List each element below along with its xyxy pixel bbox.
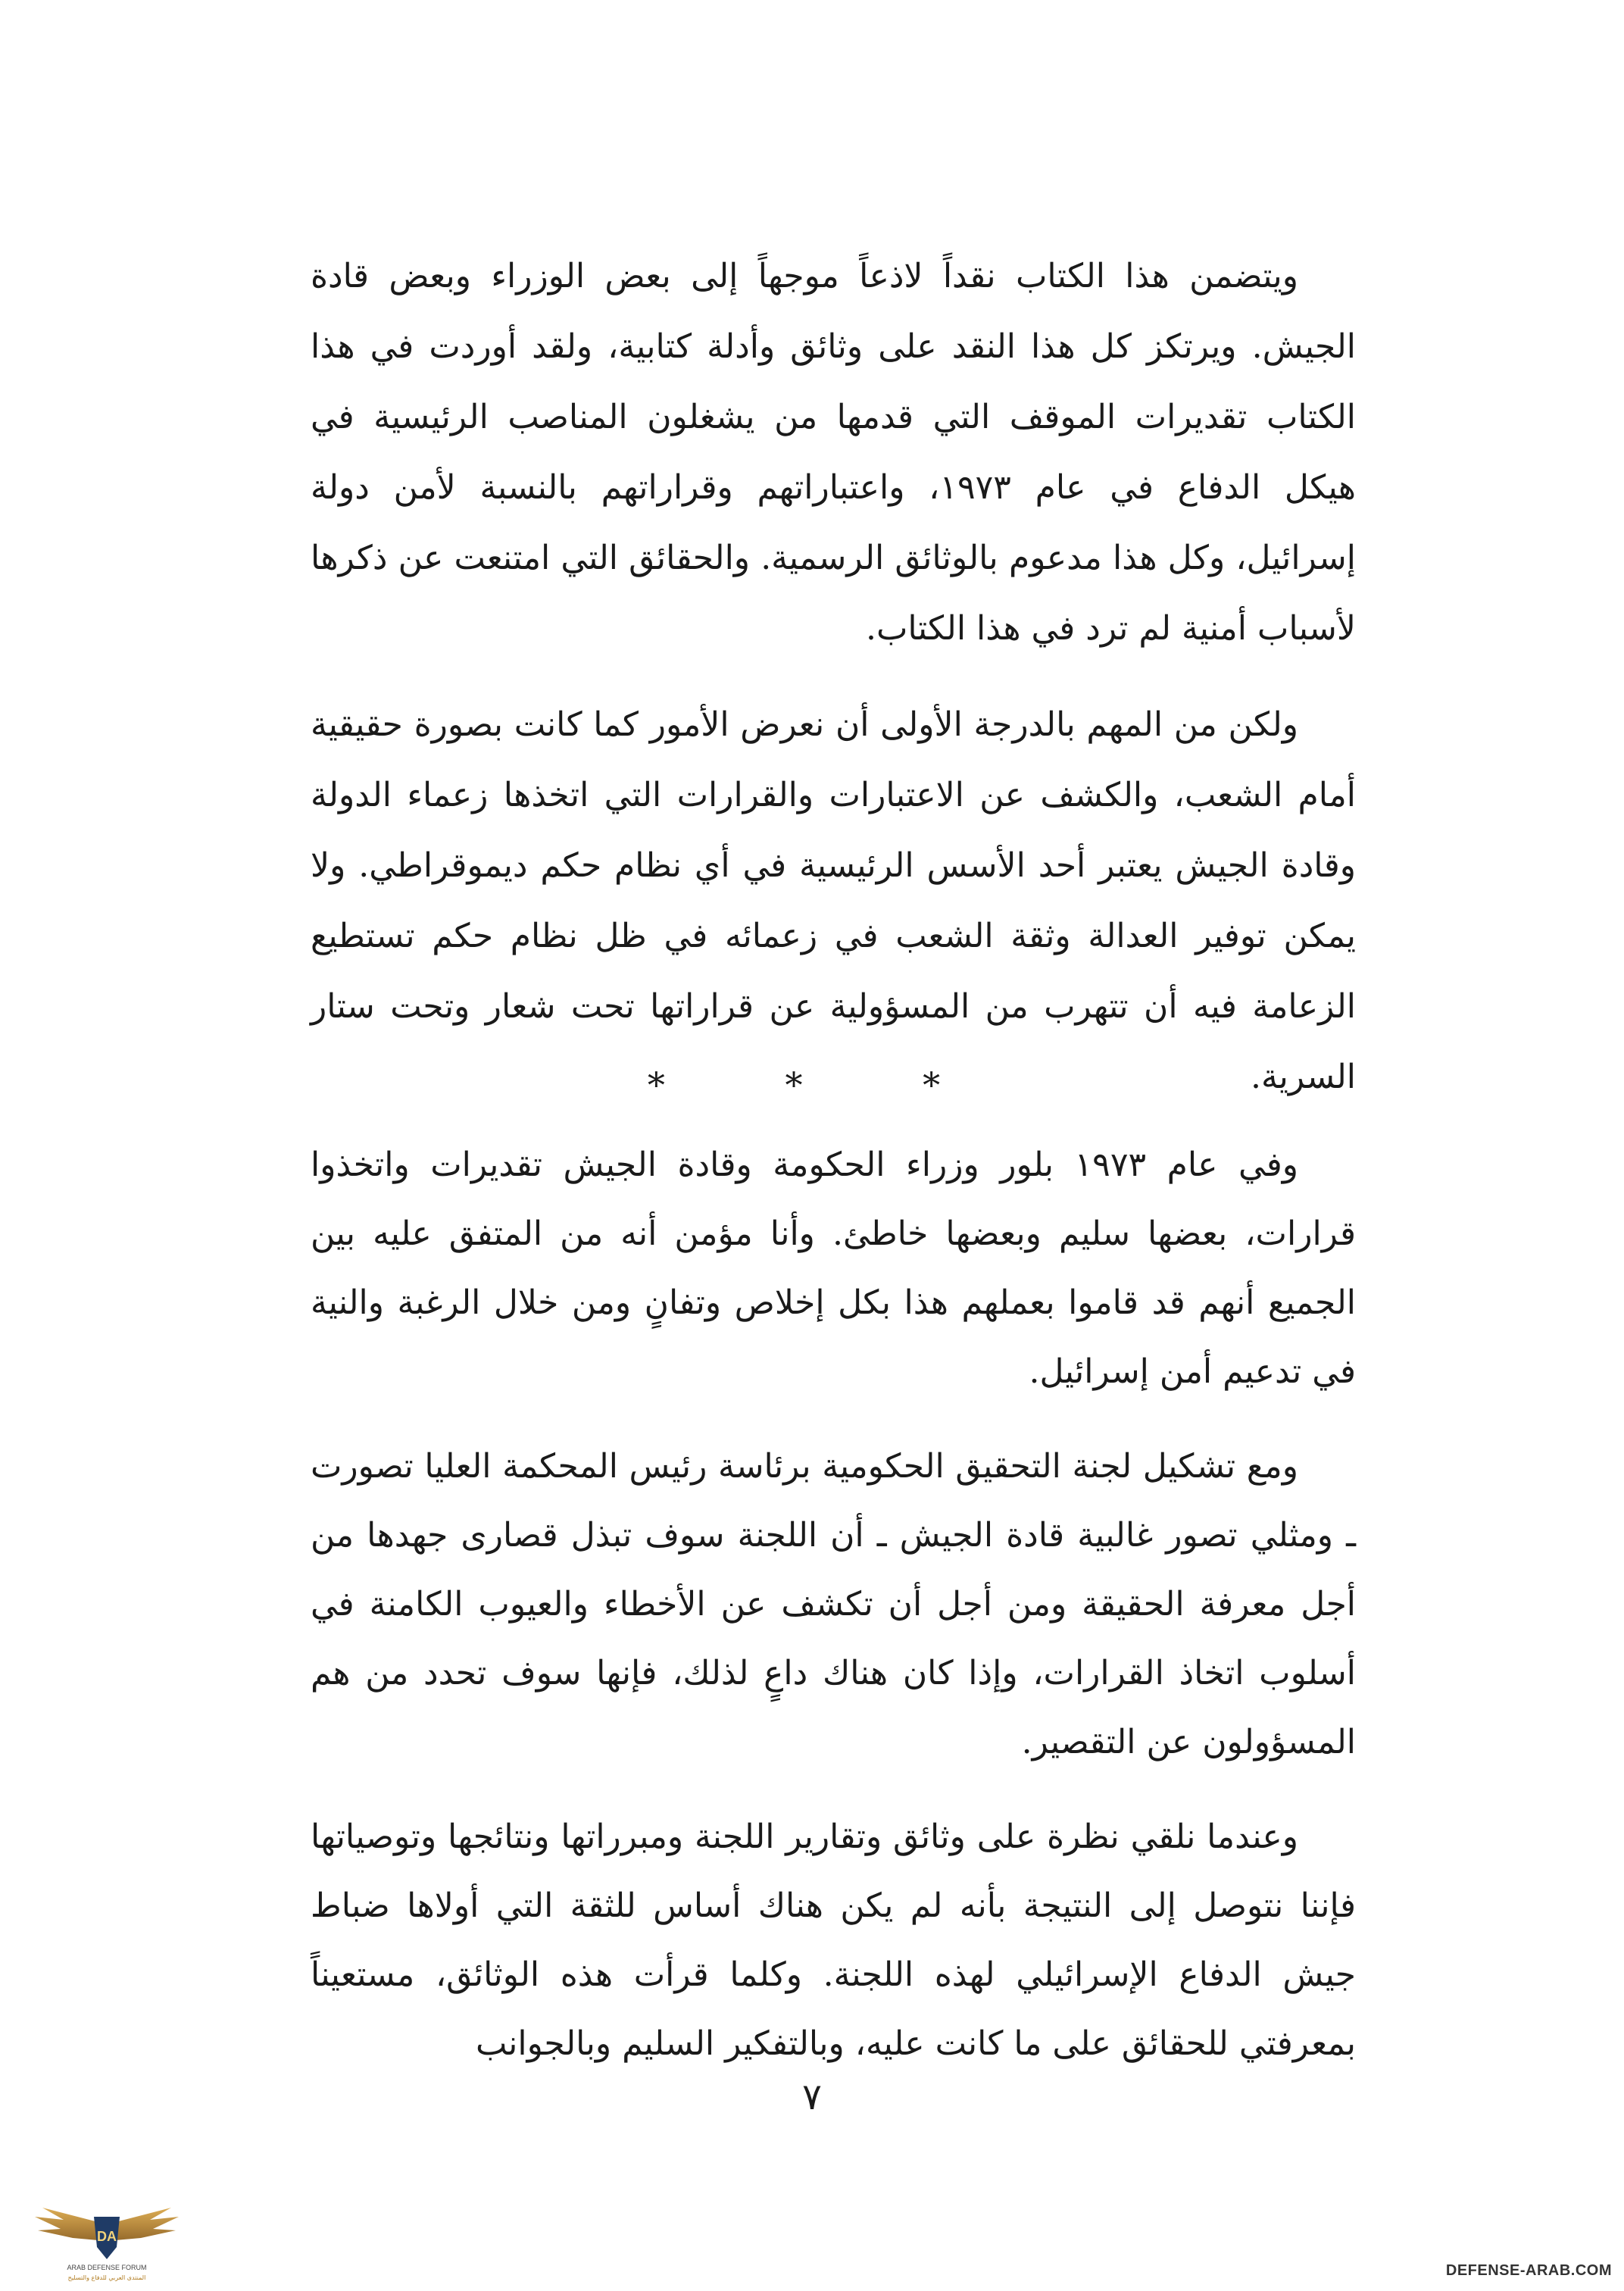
page-number: ٧ bbox=[802, 2076, 822, 2118]
separator-star-2: * bbox=[785, 1064, 839, 1105]
paragraph-1: ويتضمن هذا الكتاب نقداً لاذعاً موجهاً إلى بعض الوزراء وبعض قادة الجيش. ويرتكز كل هذا النقد على وثائق وأدلة كتابية، ولقد أوردت في هذا الكتاب تقديرات الموقف التي قدمها من يشغلون المناصب الرئيسية في هيكل الدفاع في عام ١٩٧٣، واعتباراتهم وقراراتهم بالنسبة لأمن دولة إسرائيل، وكل هذا مدعوم بالوثائق الرسمية. والحقائق التي امتنعت عن ذكرها لأسباب أمنية لم ترد في هذا الكتاب. bbox=[311, 257, 1357, 648]
paragraph-5: وعندما نلقي نظرة على وثائق وتقارير اللجنة ومبرراتها ونتائجها وتوصياتها فإننا نتوصل إلى النتيجة بأنه لم يكن هناك أساس للثقة التي أولاها ضباط جيش الدفاع الإسرائيلي لهذه اللجنة. وكلما قرأت هذه الوثائق، مستعيناً بمعرفتي للحقائق على ما كانت عليه، وبالتفكير السليم وبالجوانب bbox=[311, 1817, 1356, 2063]
separator-star-1: * bbox=[647, 1064, 701, 1105]
page-body-part1 bbox=[311, 241, 1356, 1112]
svg-text:ARAB DEFENSE FORUM: ARAB DEFENSE FORUM bbox=[67, 2264, 147, 2271]
section-separator bbox=[0, 1062, 1624, 1108]
page-body-part2 bbox=[311, 1130, 1356, 2078]
svg-text:DA: DA bbox=[97, 2229, 117, 2244]
paragraph-2: ولكن من المهم بالدرجة الأولى أن نعرض الأمور كما كانت بصورة حقيقية أمام الشعب، والكشف عن الاعتبارات والقرارات التي اتخذها زعماء الدولة وقادة الجيش يعتبر أحد الأسس الرئيسية في أي نظام حكم ديموقراطي. ولا يمكن توفير العدالة وثقة الشعب في زعمائه في ظل نظام حكم تستطيع الزعامة فيه أن تتهرب من المسؤولية عن قراراتها تحت شعار وتحت ستار السرية. bbox=[311, 705, 1356, 1096]
arab-defense-forum-logo bbox=[27, 2194, 186, 2285]
svg-text:المنتدى العربي للدفاع والتسليح: المنتدى العربي للدفاع والتسليح bbox=[67, 2274, 146, 2281]
separator-star-3: * bbox=[923, 1064, 977, 1105]
paragraph-3: وفي عام ١٩٧٣ بلور وزراء الحكومة وقادة الجيش تقديرات واتخذوا قرارات، بعضها سليم وبعضها خاطئ. وأنا مؤمن أنه من المتفق عليه بين الجميع أنهم قد قاموا بعملهم هذا بكل إخلاص وتفانٍ ومن خلال الرغبة والنية في تدعيم أمن إسرائيل. bbox=[311, 1146, 1356, 1391]
watermark-site-text: DEFENSE-ARAB.COM bbox=[1445, 2262, 1612, 2279]
paragraph-4: ومع تشكيل لجنة التحقيق الحكومية برئاسة رئيس المحكمة العليا تصورت ـ ومثلي تصور غالبية قادة الجيش ـ أن اللجنة سوف تبذل قصارى جهدها من أجل معرفة الحقيقة ومن أجل أن تكشف عن الأخطاء والعيوب الكامنة في أسلوب اتخاذ القرارات، وإذا كان هناك داعٍ لذلك، فإنها سوف تحدد من هم المسؤولون عن التقصير. bbox=[311, 1447, 1356, 1761]
